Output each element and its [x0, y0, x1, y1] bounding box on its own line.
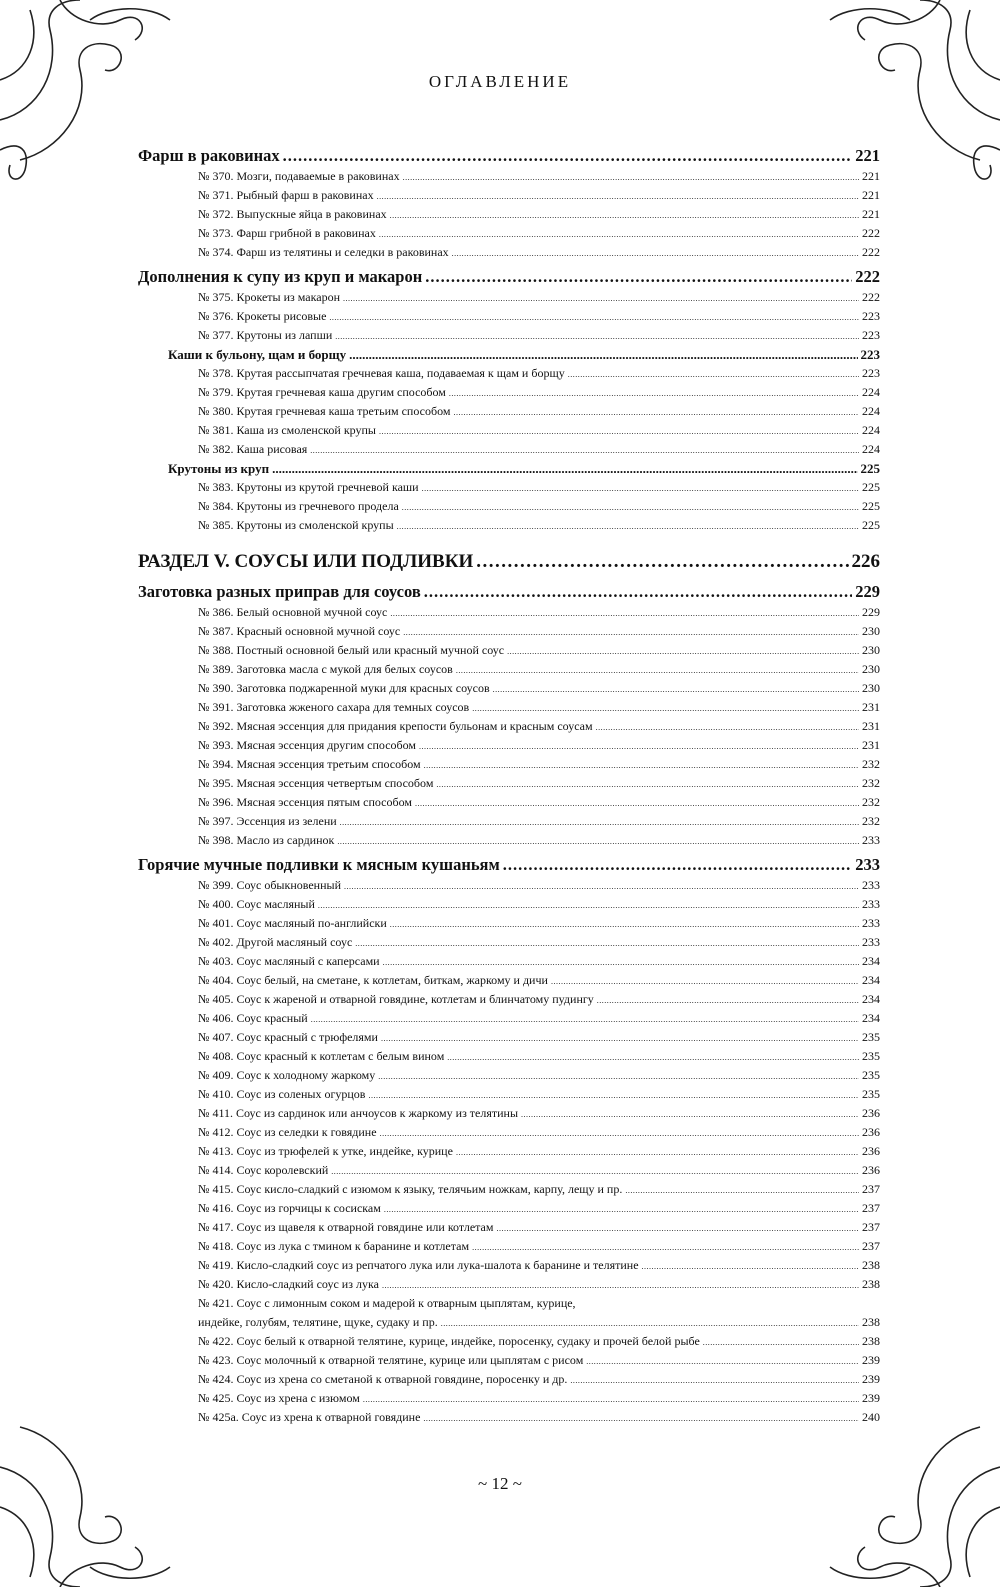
toc-entry-page: 221 [855, 146, 880, 165]
toc-entry[interactable] [138, 624, 880, 643]
toc-entry-page: 236 [862, 1163, 880, 1177]
toc-entry-title: № 382. Каша рисовая [198, 442, 308, 456]
dot-leader [568, 366, 859, 381]
toc-entry-title: № 379. Крутая гречневая каша другим способом [198, 385, 446, 399]
toc-entry[interactable] [138, 328, 880, 347]
dot-leader [456, 662, 859, 677]
toc-entry-page: 235 [862, 1087, 880, 1101]
toc-entry-page: 232 [862, 795, 880, 809]
dot-leader [383, 954, 859, 969]
toc-entry-page: 230 [862, 643, 880, 657]
dot-leader [476, 551, 848, 573]
toc-entry[interactable] [138, 385, 880, 404]
toc-entry-page: 236 [862, 1125, 880, 1139]
toc-entry[interactable] [138, 1106, 880, 1125]
toc-entry-title: № 381. Каша из смоленской крупы [198, 423, 376, 437]
toc-entry-page: 229 [855, 582, 880, 601]
dot-leader [596, 719, 859, 734]
dot-leader [493, 681, 859, 696]
toc-entry-page: 234 [862, 992, 880, 1006]
toc-entry-title: № 387. Красный основной мучной соус [198, 624, 401, 638]
toc-entry[interactable] [138, 719, 880, 738]
toc-entry[interactable] [138, 1087, 880, 1106]
toc-entry[interactable] [138, 309, 880, 328]
dot-leader [422, 480, 859, 495]
toc-entry-title: № 392. Мясная эссенция для придания крепости бульонам и красным соусам [198, 719, 593, 733]
toc-entry[interactable] [138, 1334, 880, 1353]
toc-entry-title: № 405. Соус к жареной и отварной говядине, котлетам и блинчатому пудингу [198, 992, 594, 1006]
dot-leader [452, 245, 859, 260]
toc-entry[interactable] [138, 681, 880, 700]
toc-entry-page: 239 [862, 1391, 880, 1405]
dot-leader [586, 1353, 859, 1368]
toc-entry-title: № 422. Соус белый к отварной телятине, курице, индейке, поросенку, судаку и прочей белой рыбе [198, 1334, 700, 1348]
dot-leader [472, 1239, 859, 1254]
dot-leader [331, 1163, 859, 1178]
dot-leader [318, 897, 859, 912]
toc-entry-page: 225 [862, 480, 880, 494]
toc-entry-title: индейке, голубям, телятине, щуке, судаку и пр. [198, 1315, 438, 1329]
dot-leader [378, 1068, 859, 1083]
toc-entry-page: 238 [862, 1315, 880, 1329]
dot-leader [403, 624, 859, 639]
toc-entry-page: 230 [862, 681, 880, 695]
dot-leader [382, 1277, 859, 1292]
toc-entry[interactable] [138, 643, 880, 662]
dot-leader [310, 442, 859, 457]
toc-entry-title: № 412. Соус из селедки к говядине [198, 1125, 377, 1139]
toc-entry-page: 236 [862, 1144, 880, 1158]
toc-entry-page: 234 [862, 1011, 880, 1025]
dot-leader [343, 290, 859, 305]
toc-entry-title: Горячие мучные подливки к мясным кушаньям [138, 855, 500, 874]
toc-entry[interactable] [138, 795, 880, 814]
dot-leader [441, 1315, 859, 1330]
toc-entry-page: 231 [862, 700, 880, 714]
dot-leader [344, 878, 859, 893]
toc-entry[interactable] [138, 582, 880, 605]
toc-entry-title: Каши к бульону, щам и борщу [168, 347, 347, 362]
toc-entry-title: № 409. Соус к холодному жаркому [198, 1068, 376, 1082]
dot-leader [380, 1125, 859, 1140]
toc-entry-title: Заготовка разных приправ для соусов [138, 582, 421, 601]
toc-entry-title: № 375. Крокеты из макарон [198, 290, 341, 304]
toc-entry[interactable] [138, 1030, 880, 1049]
toc-entry-page: 223 [862, 366, 880, 380]
dot-leader [390, 916, 859, 931]
dot-leader [384, 1201, 859, 1216]
toc-entry-page: 221 [862, 207, 880, 221]
dot-leader [379, 423, 859, 438]
toc-entry[interactable] [138, 1239, 880, 1258]
dot-leader [551, 973, 859, 988]
toc-entry-page: 233 [855, 855, 880, 874]
toc-entry[interactable] [138, 855, 880, 878]
dot-leader [496, 1220, 859, 1235]
toc-entry[interactable] [138, 1372, 880, 1391]
toc-entry-page: 239 [862, 1372, 880, 1386]
toc-entry-page: 221 [862, 169, 880, 183]
toc-entry-page: 239 [862, 1353, 880, 1367]
toc-entry-title: № 389. Заготовка масла с мукой для белых соусов [198, 662, 453, 676]
toc-entry-title: № 391. Заготовка жженого сахара для темных соусов [198, 700, 470, 714]
toc-entry-title: № 395. Мясная эссенция четвертым способом [198, 776, 434, 790]
toc-entry-title: № 371. Рыбный фарш в раковинах [198, 188, 374, 202]
toc-entry-page: 233 [862, 833, 880, 847]
toc-entry-page: 231 [862, 738, 880, 752]
toc-entry-title: № 396. Мясная эссенция пятым способом [198, 795, 412, 809]
toc-entry[interactable] [138, 169, 880, 188]
toc-entry-page: 235 [862, 1030, 880, 1044]
toc-entry-page: 224 [862, 404, 880, 418]
dot-leader [415, 795, 859, 810]
toc-entry-title: № 388. Постный основной белый или красный мучной соус [198, 643, 505, 657]
dot-leader [397, 518, 859, 533]
toc-entry-page: 240 [862, 1410, 880, 1424]
dot-leader [507, 643, 859, 658]
dot-leader [424, 757, 859, 772]
toc-entry[interactable] [138, 992, 880, 1011]
toc-entry[interactable] [138, 776, 880, 795]
toc-entry-page: 223 [862, 309, 880, 323]
toc-entry-title: № 411. Соус из сардинок или анчоусов к жаркому из телятины [198, 1106, 519, 1120]
dot-leader [447, 1049, 859, 1064]
dot-leader [363, 1391, 859, 1406]
toc-entry-title: № 415. Соус кисло-сладкий с изюмом к языку, телячьим ножкам, карпу, лещу и пр. [198, 1182, 623, 1196]
dot-leader [355, 935, 859, 950]
toc-entry-page: 222 [855, 267, 880, 286]
toc-entry-page: 224 [862, 442, 880, 456]
toc-entry[interactable] [138, 188, 880, 207]
dot-leader [703, 1334, 859, 1349]
toc-entry[interactable] [138, 551, 880, 579]
toc-entry[interactable] [138, 935, 880, 954]
toc-entry-page: 233 [862, 916, 880, 930]
toc-entry[interactable] [138, 814, 880, 833]
toc-entry-title: № 376. Крокеты рисовые [198, 309, 327, 323]
toc-entry-title: № 414. Соус королевский [198, 1163, 329, 1177]
dot-leader [472, 700, 859, 715]
toc-entry[interactable] [138, 1315, 880, 1334]
toc-entry[interactable] [138, 700, 880, 719]
toc-entry-title: № 402. Другой масляный соус [198, 935, 353, 949]
dot-leader [570, 1372, 859, 1387]
toc-entry-page: 226 [851, 551, 880, 572]
dot-leader [381, 1030, 859, 1045]
toc-entry[interactable] [138, 1125, 880, 1144]
toc-entry-title: № 394. Мясная эссенция третьим способом [198, 757, 421, 771]
dot-leader [368, 1087, 859, 1102]
toc-entry-title: № 398. Масло из сардинок [198, 833, 335, 847]
toc-entry-title: № 425. Соус из хрена с изюмом [198, 1391, 360, 1405]
toc-entry-page: 223 [860, 347, 880, 362]
toc-entry-page: 237 [862, 1220, 880, 1234]
toc-entry-title: № 390. Заготовка поджаренной муки для красных соусов [198, 681, 490, 695]
toc-entry-page: 231 [862, 719, 880, 733]
toc-entry-title: № 373. Фарш грибной в раковинах [198, 226, 376, 240]
toc-entry[interactable] [138, 146, 880, 169]
toc-entry[interactable] [138, 226, 880, 245]
toc-entry[interactable] [138, 973, 880, 992]
toc-entry[interactable] [138, 1258, 880, 1277]
dot-leader [402, 499, 859, 514]
toc-entry-title: № 419. Кисло-сладкий соус из репчатого лука или лука-шалота к баранине и телятине [198, 1258, 639, 1272]
toc-entry[interactable] [138, 207, 880, 226]
toc-entry-title: № 418. Соус из лука с тмином к баранине и котлетам [198, 1239, 470, 1253]
toc-entry-title: № 417. Соус из щавеля к отварной говядине или котлетам [198, 1220, 494, 1234]
toc-entry-page: 229 [862, 605, 880, 619]
toc-entry-title: № 383. Крутоны из крутой гречневой каши [198, 480, 419, 494]
toc-entry-page: 225 [862, 518, 880, 532]
toc-entry-page: 237 [862, 1201, 880, 1215]
toc-entry-title: Крутоны из круп [168, 461, 270, 476]
page-number: ~ 12 ~ [478, 1474, 522, 1493]
toc-entry-page: 234 [862, 973, 880, 987]
toc-entry-title: № 393. Мясная эссенция другим способом [198, 738, 417, 752]
toc-entry[interactable] [138, 1182, 880, 1201]
toc-entry-title: № 401. Соус масляный по-английски [198, 916, 387, 930]
toc-entry-page: 232 [862, 776, 880, 790]
toc-entry[interactable] [138, 1353, 880, 1372]
toc-entry[interactable] [138, 1068, 880, 1087]
toc-entry-title: № 407. Соус красный с трюфелями [198, 1030, 378, 1044]
toc-entry-page: 222 [862, 245, 880, 259]
toc-entry[interactable] [138, 833, 880, 852]
toc-entry[interactable] [138, 423, 880, 442]
toc-entry[interactable] [138, 878, 880, 897]
toc-entry-page: 230 [862, 624, 880, 638]
toc-entry-page: 224 [862, 385, 880, 399]
toc-entry[interactable] [138, 954, 880, 973]
dot-leader [337, 833, 859, 848]
toc-entry-page: 224 [862, 423, 880, 437]
toc-entry-title: № 399. Соус обыкновенный [198, 878, 341, 892]
toc-entry[interactable] [138, 480, 880, 499]
toc-entry[interactable] [138, 1011, 880, 1030]
toc-entry-page: 235 [862, 1049, 880, 1063]
toc-entry-page: 221 [862, 188, 880, 202]
toc-entry[interactable] [138, 1144, 880, 1163]
dot-leader [272, 461, 857, 477]
toc-entry-title: № 420. Кисло-сладкий соус из лука [198, 1277, 379, 1291]
toc-entry-title: № 400. Соус масляный [198, 897, 315, 911]
dot-leader [379, 226, 859, 241]
dot-leader [329, 309, 859, 324]
dot-leader [349, 347, 857, 363]
toc-entry-title: РАЗДЕЛ V. СОУСЫ ИЛИ ПОДЛИВКИ [138, 551, 474, 572]
toc-entry[interactable] [138, 662, 880, 681]
toc-entry-title: № 413. Соус из трюфелей к утке, индейке, курице [198, 1144, 453, 1158]
toc-entry-page: 233 [862, 897, 880, 911]
toc-entry[interactable] [138, 290, 880, 309]
dot-leader [625, 1182, 859, 1197]
toc-entry-title: № 424. Соус из хрена со сметаной к отварной говядине, поросенку и др. [198, 1372, 568, 1386]
toc-entry-page: 235 [862, 1068, 880, 1082]
toc-entry-title: № 378. Крутая рассыпчатая гречневая каша, подаваемая к щам и борщу [198, 366, 565, 380]
toc-entry-title: № 408. Соус красный к котлетам с белым вином [198, 1049, 445, 1063]
dot-leader [642, 1258, 859, 1273]
dot-leader [311, 1011, 859, 1026]
dot-leader [425, 267, 852, 287]
toc-entry-line: № 421. Соус с лимонным соком и мадерой к отварным цыплятам, курице, [198, 1296, 576, 1310]
dot-leader [283, 146, 853, 166]
toc-entry-page: 223 [862, 328, 880, 342]
page-header: ОГЛАВЛЕНИЕ [428, 72, 572, 91]
toc-entry-page: 232 [862, 757, 880, 771]
toc-entry-page: 236 [862, 1106, 880, 1120]
dot-leader [597, 992, 859, 1007]
dot-leader [503, 855, 853, 875]
toc-entry-title: № 384. Крутоны из гречневого продела [198, 499, 399, 513]
toc-entry-page: 238 [862, 1277, 880, 1291]
toc-entry[interactable] [138, 1391, 880, 1410]
toc-entry-title: Дополнения к супу из круп и макарон [138, 267, 423, 286]
toc-entry[interactable] [138, 916, 880, 935]
toc-entry-title: № 397. Эссенция из зелени [198, 814, 337, 828]
dot-leader [449, 385, 859, 400]
dot-leader [340, 814, 859, 829]
toc-entry-page: 238 [862, 1334, 880, 1348]
toc-entry-page: 237 [862, 1239, 880, 1253]
dot-leader [377, 188, 859, 203]
toc-entry[interactable] [138, 461, 880, 480]
toc-entry[interactable] [138, 518, 880, 537]
toc-entry[interactable] [138, 1220, 880, 1239]
toc-entry[interactable] [138, 245, 880, 264]
toc-entry-page: 233 [862, 878, 880, 892]
toc-entry-title: № 425а. Соус из хрена к отварной говядине [198, 1410, 421, 1424]
toc-entry[interactable] [138, 605, 880, 624]
toc-entry[interactable] [138, 499, 880, 518]
toc-entry-title: № 372. Выпускные яйца в раковинах [198, 207, 387, 221]
dot-leader [456, 1144, 859, 1159]
toc-entry-title: № 374. Фарш из телятины и селедки в раковинах [198, 245, 449, 259]
toc-entry-title: № 403. Соус масляный с каперсами [198, 954, 380, 968]
toc-entry-page: 238 [862, 1258, 880, 1272]
toc-entry-title: Фарш в раковинах [138, 146, 280, 165]
table-of-contents [138, 146, 880, 1429]
toc-entry-title: № 404. Соус белый, на сметане, к котлетам, биткам, жаркому и дичи [198, 973, 548, 987]
toc-entry[interactable] [138, 1049, 880, 1068]
dot-leader [424, 582, 853, 602]
toc-entry-page: 222 [862, 290, 880, 304]
dot-leader [521, 1106, 859, 1121]
toc-entry-page: 232 [862, 814, 880, 828]
toc-entry-page: 225 [862, 499, 880, 513]
toc-entry[interactable] [138, 757, 880, 776]
toc-entry-page: 230 [862, 662, 880, 676]
dot-leader [453, 404, 859, 419]
toc-entry-title: № 410. Соус из соленых огурцов [198, 1087, 366, 1101]
toc-entry[interactable] [138, 442, 880, 461]
dot-leader [403, 169, 859, 184]
dot-leader [390, 207, 859, 222]
toc-entry[interactable] [138, 897, 880, 916]
toc-entry-title: № 380. Крутая гречневая каша третьим способом [198, 404, 451, 418]
toc-entry-page: 225 [860, 461, 880, 476]
toc-entry-title: № 377. Крутоны из лапши [198, 328, 333, 342]
toc-entry-title: № 370. Мозги, подаваемые в раковинах [198, 169, 400, 183]
toc-entry[interactable] [138, 1163, 880, 1182]
toc-entry-page: 233 [862, 935, 880, 949]
toc-entry-page: 237 [862, 1182, 880, 1196]
toc-entry[interactable] [138, 738, 880, 757]
toc-entry-title: № 386. Белый основной мучной соус [198, 605, 388, 619]
toc-entry[interactable] [138, 1410, 880, 1429]
toc-entry-page: 234 [862, 954, 880, 968]
dot-leader [419, 738, 859, 753]
toc-entry[interactable] [138, 366, 880, 385]
dot-leader [423, 1410, 859, 1425]
toc-entry-title: № 385. Крутоны из смоленской крупы [198, 518, 394, 532]
toc-entry[interactable] [138, 347, 880, 366]
toc-entry-title: № 406. Соус красный [198, 1011, 308, 1025]
toc-entry[interactable] [138, 404, 880, 423]
toc-entry-page: 222 [862, 226, 880, 240]
toc-entry[interactable] [138, 1277, 880, 1296]
toc-entry[interactable] [138, 1201, 880, 1220]
toc-entry[interactable] [138, 267, 880, 290]
dot-leader [335, 328, 859, 343]
toc-entry-title: № 416. Соус из горчицы к сосискам [198, 1201, 381, 1215]
dot-leader [436, 776, 859, 791]
dot-leader [390, 605, 859, 620]
toc-entry-title: № 423. Соус молочный к отварной телятине, курице или цыплятам с рисом [198, 1353, 584, 1367]
